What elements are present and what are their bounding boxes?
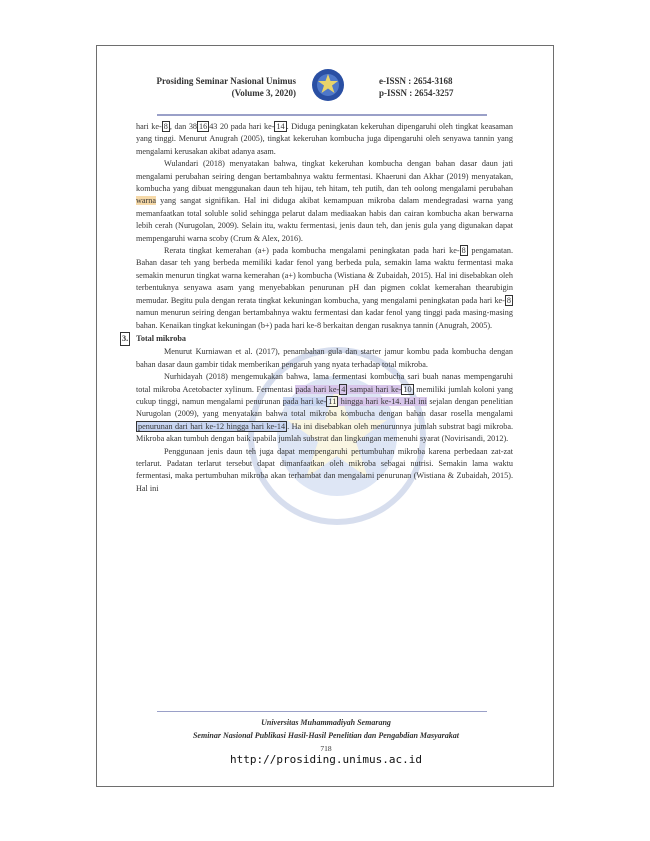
paragraph-3 — [136, 245, 513, 332]
paragraph-1 — [136, 121, 513, 158]
paragraph-4: Menurut Kurniawan et al. (2017), penambahan gula dan starter jamur kombu pada kombucha dengan bahan dasar daun gambir tidak memberikan pengaruh yang nyata terhadap total mikroba. — [136, 347, 513, 369]
highlight-purple: hingga hari ke-14. Hal ini — [338, 396, 427, 406]
text-run: yang sangat signifikan. Hal ini diduga akibat kemampuan mikroba dalam mendegradasi warna yang memanfaatkan total soluble solid sehingga pelarut dalam mediaakan habis dan cairan kombucha akan berwarna lebih cerah (Nurugolan, 2009). Selain itu, waktu fermentasi, jenis daun teh, dan jenis gula yang digunakan dapat mempengaruhi warna scoby (Crum & Alex, 2016). — [136, 196, 513, 243]
number-annotation: 16 — [199, 122, 208, 131]
number-annotation: 4 — [341, 384, 346, 394]
volume-label: (Volume 3, 2020) — [231, 88, 296, 98]
header-left — [157, 75, 296, 99]
text-run: 43 20 pada hari ke- — [209, 122, 275, 131]
highlight-orange: warna — [136, 196, 157, 206]
proceedings-url[interactable]: http://prosiding.unimus.ac.id — [229, 753, 423, 766]
proceedings-title: Prosiding Seminar Nasional Unimus — [156, 76, 296, 86]
section-heading — [120, 332, 497, 346]
number-annotation: 8 — [163, 122, 168, 131]
text-run: memiliki jumlah koloni yang cukup tinggi, namun mengalami penurunan — [136, 384, 514, 406]
number-annotation: 14 — [276, 122, 285, 131]
page-footer — [97, 716, 555, 742]
header-right — [379, 75, 454, 99]
number-annotation: 10 — [403, 384, 412, 394]
paragraph-6: Penggunaan jenis daun teh juga dapat mempengaruhi pertumbuhan mikroba karena perbedaan zat-zat terlarut. Padatan terlarut tersebut dapat dimanfaatkan oleh mikroba sebagai nutrisi. Semakin lama waktu fermentasi, maka pertumbuhan mikroba akan terhambat dan mengalami penurunan (Wistiana & Zubaidah, 2015). Hal ini — [136, 446, 513, 493]
text-run: namun menurun seiring dengan bertambahnya waktu fermentasi dan kadar fenol yang tinggi pada masing-masing bahan. Kenaikan tingkat kekuningan (b+) pada hari ke-8 berkaitan dengan rusaknya tannin (Anugrah, 2005). — [136, 308, 513, 330]
section-number: 3. — [120, 332, 130, 346]
p-issn: p-ISSN : 2654-3257 — [379, 88, 454, 98]
highlight-purple: pada hari ke- — [295, 384, 340, 394]
university-name: Universitas Muhammadiyah Semarang — [261, 718, 391, 727]
page-header — [97, 66, 555, 108]
header-divider — [157, 114, 487, 116]
text-run: Wulandari (2018) menyatakan bahwa, tingkat kekeruhan kombucha dengan bahan dasar daun jati mengalami perubahan seiring dengan bertambahnya waktu fermentasi. Khaeruni dan Akhar (2019) menyatakan, kombucha yang dibuat menggunakan daun teh hijau, teh hitam, teh putih, dan teh oolong mengalami perubahan — [136, 159, 513, 194]
text-run: sejalan dengan penelitian Nurugolan (2009), yang menyatakan bahwa total mikroba kombucha dengan bahan dasar rosella mengalami — [136, 396, 513, 419]
number-annotation: 8 — [506, 295, 511, 305]
footer-divider — [157, 711, 487, 712]
highlight-blue: pada hari ke- — [282, 396, 327, 406]
page-body — [122, 121, 514, 495]
text-run: pengamatan. Bahan dasar teh yang berbeda memiliki kadar fenol yang berbeda pula, semakin lama waktu fermentasi maka semakin menurun tingkat warna kemerahan (a+) kombucha (Wistiana & Zubaidah, 2015). Hal ini disebabkan oleh terbentuknya senyawa asam yang menyebabkan penurunan pH dan pigmen coklat kemerahan thearubigin memudar. Begitu pula dengan rerata tingkat kekuningan kombucha, yang mengalami peningkatan pada hari ke- — [136, 246, 513, 305]
text-run: , dan 38 — [169, 122, 198, 131]
unimus-logo-icon — [311, 68, 345, 102]
number-annotation: 11 — [328, 396, 337, 406]
boxed-annotation: penurunan dari hari ke-12 hingga hari ke-14 — [138, 421, 286, 431]
section-title: Total mikroba — [136, 333, 186, 343]
seminar-name: Seminar Nasional Publikasi Hasil-Hasil Penelitian dan Pengabdian Masyarakat — [192, 731, 460, 740]
page-number: 718 — [320, 744, 332, 753]
paragraph-2 — [136, 158, 513, 245]
number-annotation: 8 — [461, 246, 466, 256]
e-issn: e-ISSN : 2654-3168 — [379, 76, 453, 86]
text-run: hari ke- — [136, 122, 162, 131]
text-run: . Diduga peningkatan kekeruhan dipengaruhi oleh tingkat keasaman yang tinggi. Menurut Anugrah (2005), tingkat kekeruhan kombucha juga dipengaruhi oleh senyawa tannin yang mengalami kerusakan akibat adanya asam. — [136, 122, 514, 156]
text-run: Nurhidayah (2018) mengemukakan bahwa, lama fermentasi kombucha sari buah nanas mempengaruhi total mikroba Acetobacter xylinum. Fermentasi — [136, 372, 513, 394]
text-run: . Ha ini disebabkan oleh menurunnya jumlah substrat bagi mikroba. Mikroba akan tumbuh dengan baik apabila jumlah substrat dan lingkungan memenuhi syarat (Novirisandi, 2012). — [136, 421, 513, 444]
highlight-purple: sampai hari ke- — [347, 384, 402, 394]
paragraph-5 — [136, 371, 513, 445]
text-run: Rerata tingkat kemerahan (a+) pada kombucha mengalami peningkatan pada hari ke- — [164, 246, 460, 256]
pdf-page — [96, 45, 554, 787]
